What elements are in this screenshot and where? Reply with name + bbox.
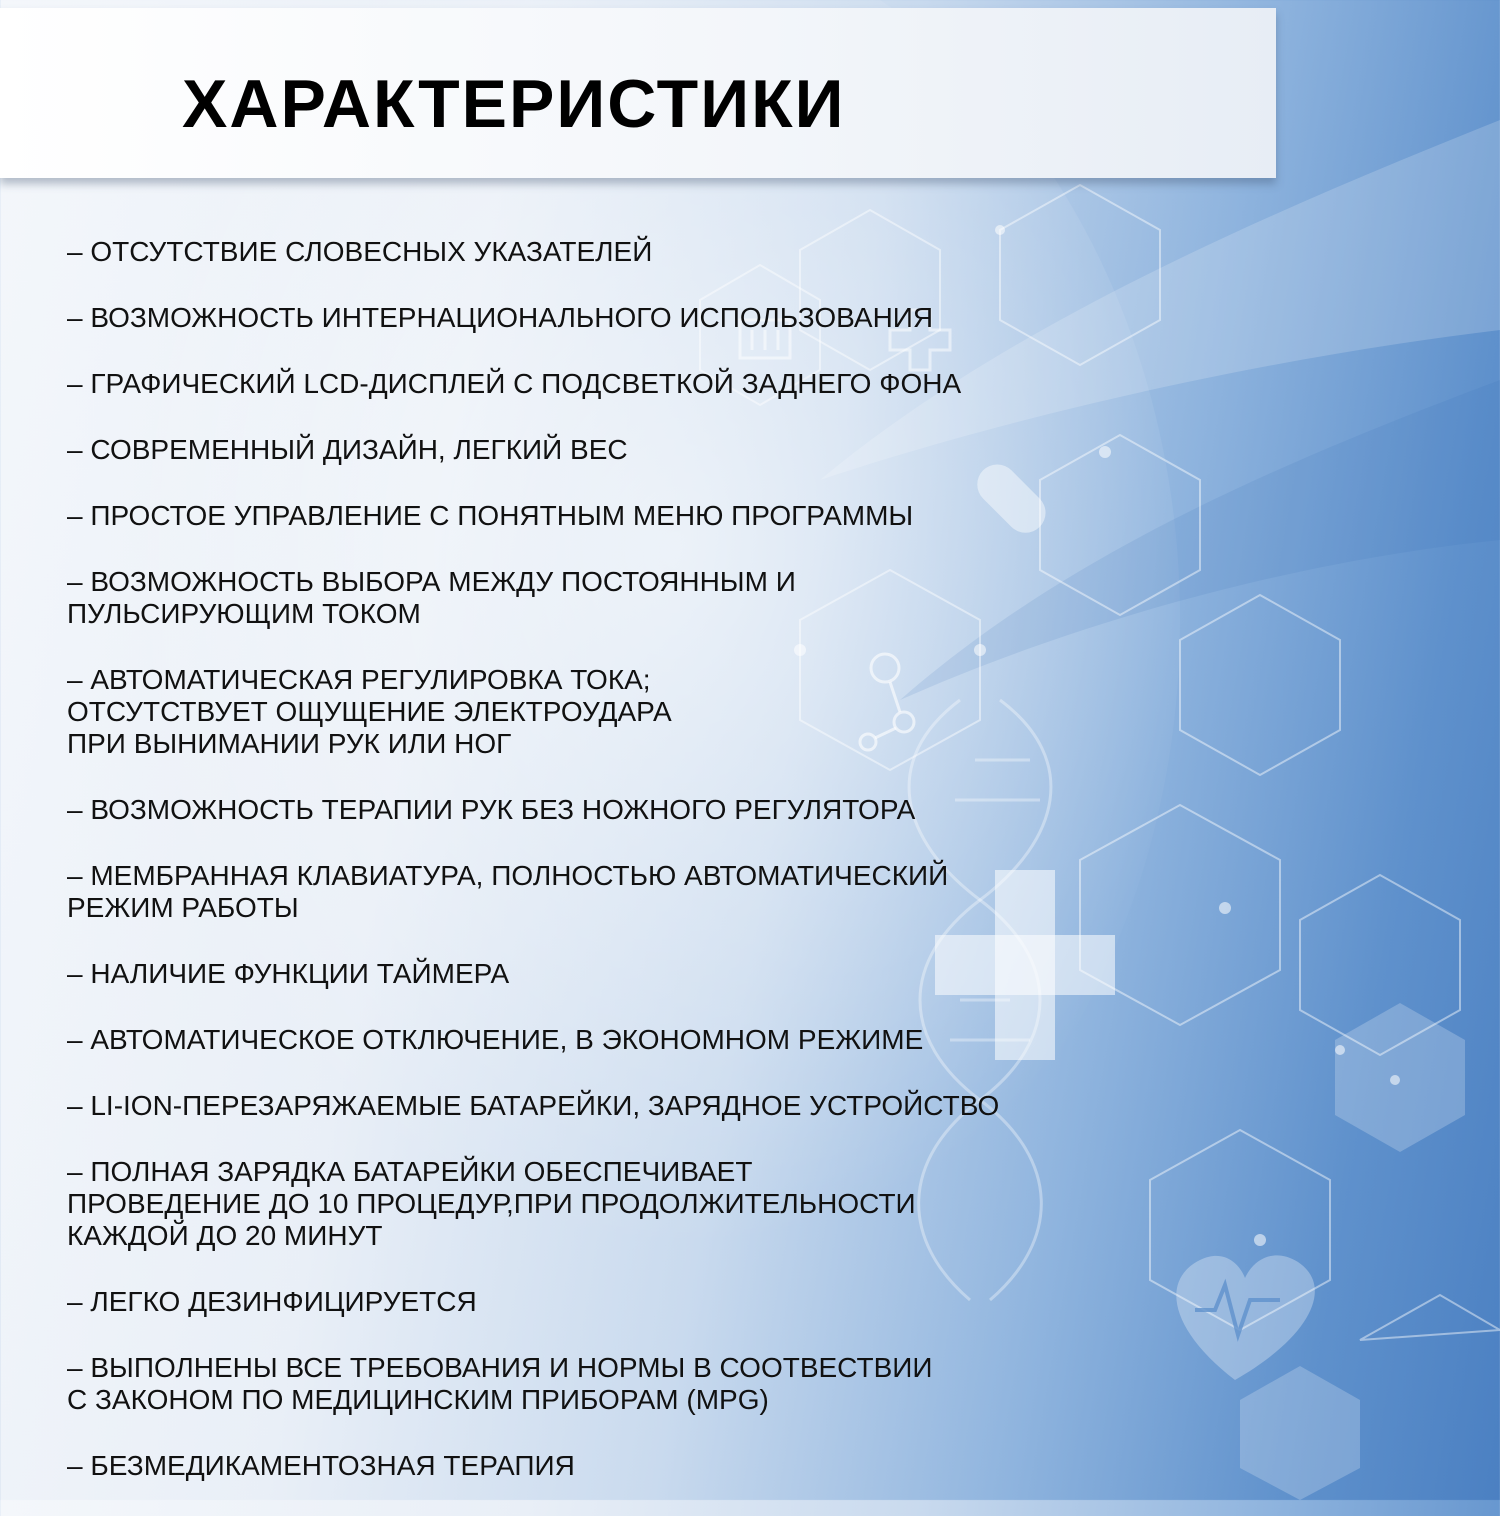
page-title: ХАРАКТЕРИСТИКИ xyxy=(182,66,846,142)
feature-item: – БЕЗМЕДИКАМЕНТОЗНАЯ ТЕРАПИЯ xyxy=(67,1450,575,1481)
feature-item: – МЕМБРАННАЯ КЛАВИАТУРА, ПОЛНОСТЬЮ АВТОМАТИЧЕСКИЙ РЕЖИМ РАБОТЫ xyxy=(67,860,949,923)
feature-item: – ПРОСТОЕ УПРАВЛЕНИЕ С ПОНЯТНЫМ МЕНЮ ПРОГРАММЫ xyxy=(67,500,914,531)
feature-item: – ВОЗМОЖНОСТЬ ТЕРАПИИ РУК БЕЗ НОЖНОГО РЕГУЛЯТОРА xyxy=(67,794,916,825)
feature-item: – СОВРЕМЕННЫЙ ДИЗАЙН, ЛЕГКИЙ ВЕС xyxy=(67,434,628,465)
feature-item: – АВТОМАТИЧЕСКАЯ РЕГУЛИРОВКА ТОКА; ОТСУТСТВУЕТ ОЩУЩЕНИЕ ЭЛЕКТРОУДАРА ПРИ ВЫНИМАНИИ РУК ИЛИ НОГ xyxy=(67,664,672,759)
feature-item: – ПОЛНАЯ ЗАРЯДКА БАТАРЕЙКИ ОБЕСПЕЧИВАЕТ ПРОВЕДЕНИЕ ДО 10 ПРОЦЕДУР,ПРИ ПРОДОЛЖИТЕЛЬНОСТИ КАЖДОЙ ДО 20 МИНУТ xyxy=(67,1156,916,1251)
feature-item: – АВТОМАТИЧЕСКОЕ ОТКЛЮЧЕНИЕ, В ЭКОНОМНОМ РЕЖИМЕ xyxy=(67,1024,924,1055)
feature-item: – ЛЕГКО ДЕЗИНФИЦИРУЕТСЯ xyxy=(67,1286,477,1317)
feature-item: – ВЫПОЛНЕНЫ ВСЕ ТРЕБОВАНИЯ И НОРМЫ В СООТВЕСТВИИ С ЗАКОНОМ ПО МЕДИЦИНСКИМ ПРИБОРАМ (MPG) xyxy=(67,1352,933,1415)
feature-item: – ВОЗМОЖНОСТЬ ВЫБОРА МЕЖДУ ПОСТОЯННЫМ И ПУЛЬСИРУЮЩИМ ТОКОМ xyxy=(67,566,796,629)
feature-item: – ВОЗМОЖНОСТЬ ИНТЕРНАЦИОНАЛЬНОГО ИСПОЛЬЗОВАНИЯ xyxy=(67,302,934,333)
feature-item: – LI-ION-ПЕРЕЗАРЯЖАЕМЫЕ БАТАРЕЙКИ, ЗАРЯДНОЕ УСТРОЙСТВО xyxy=(67,1090,1000,1121)
feature-item: – ГРАФИЧЕСКИЙ LCD-ДИСПЛЕЙ С ПОДСВЕТКОЙ ЗАДНЕГО ФОНА xyxy=(67,368,962,399)
title-banner xyxy=(0,8,1276,178)
feature-item: – ОТСУТСТВИЕ СЛОВЕСНЫХ УКАЗАТЕЛЕЙ xyxy=(67,236,653,267)
feature-item: – НАЛИЧИЕ ФУНКЦИИ ТАЙМЕРА xyxy=(67,958,510,989)
feature-list xyxy=(67,236,1247,1516)
hexagon-icon xyxy=(1240,1003,1465,1500)
